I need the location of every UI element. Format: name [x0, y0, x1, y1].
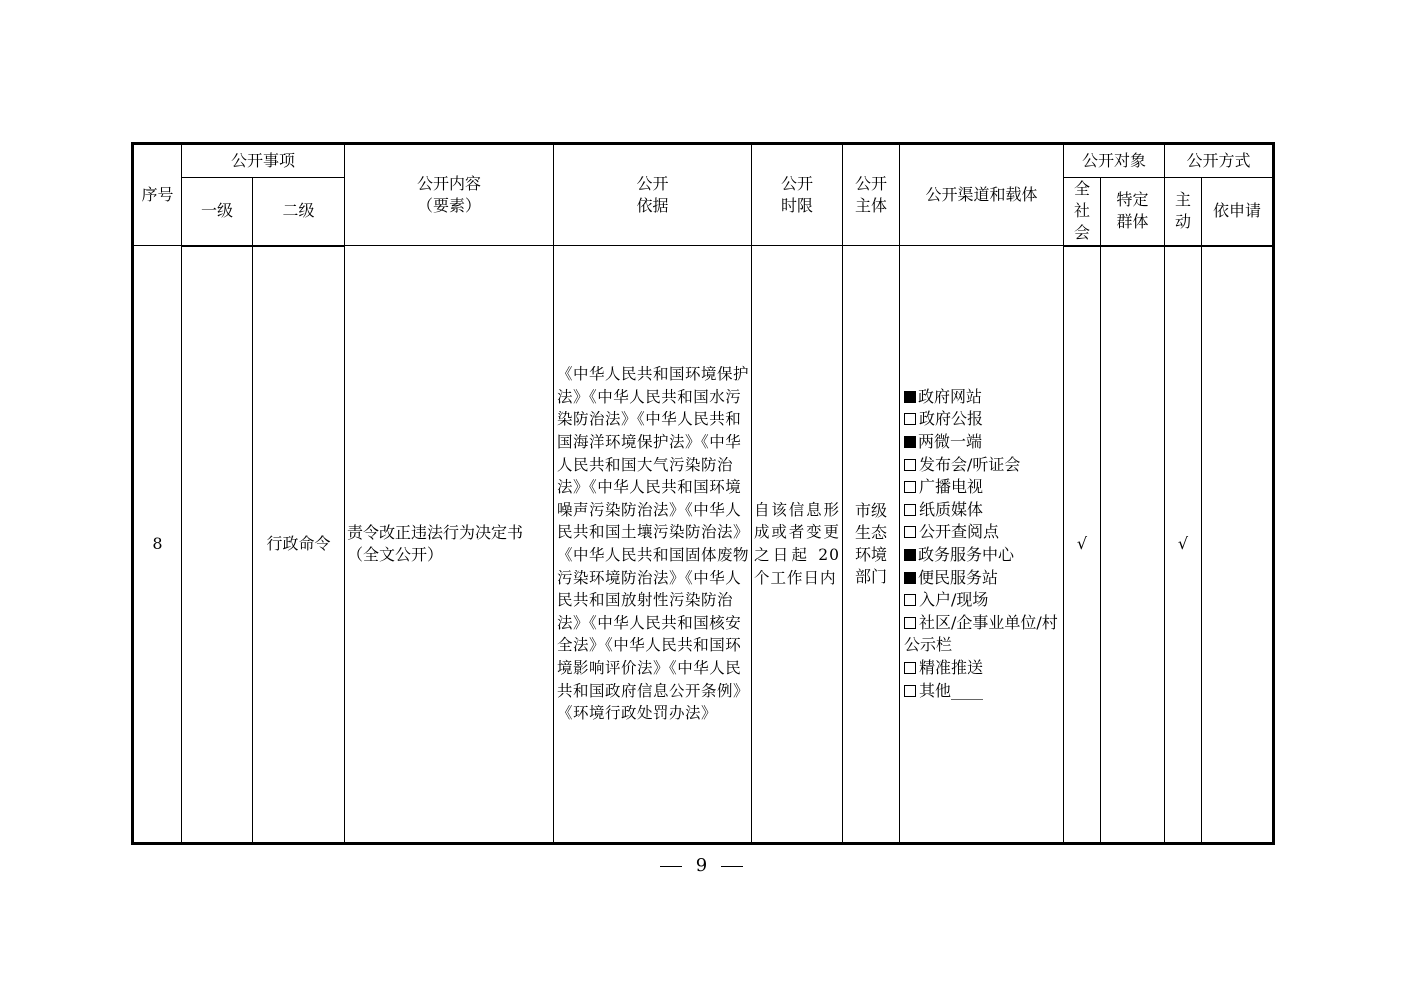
- page-number: 9: [695, 855, 708, 876]
- channel-item: [904, 612, 1061, 657]
- checked-box-icon: [904, 549, 916, 561]
- header-channel: 公开渠道和载体: [900, 144, 1064, 246]
- channel-label: 政府网站: [918, 386, 983, 406]
- unchecked-box-icon: [904, 594, 916, 606]
- header-content-line1: 公开内容: [417, 174, 482, 193]
- channel-item: [904, 680, 1061, 703]
- channel-item: [904, 567, 1061, 590]
- channel-label: 入户/现场: [919, 590, 989, 610]
- header-timelimit: [752, 144, 843, 246]
- header-method-active-char: 动: [1175, 212, 1192, 232]
- header-content: [345, 144, 554, 246]
- channel-item: [904, 431, 1061, 454]
- channel-item: [904, 454, 1061, 477]
- header-target-specific-line1: 特定: [1116, 190, 1149, 210]
- header-target-specific: [1101, 178, 1165, 246]
- channel-item: [904, 544, 1061, 567]
- header-target-specific-line2: 群体: [1116, 212, 1149, 232]
- header-method-group: 公开方式: [1165, 144, 1274, 178]
- channel-label: 政务服务中心: [918, 545, 1015, 564]
- header-basis: [554, 144, 752, 246]
- row-subject-line: 部门: [855, 567, 888, 586]
- channel-item: [904, 589, 1061, 612]
- channel-item: [904, 499, 1061, 522]
- unchecked-box-icon: [904, 481, 916, 493]
- header-subject: [843, 144, 900, 246]
- row-target-all-mark: √: [1064, 246, 1101, 844]
- row-level1: [182, 246, 253, 844]
- unchecked-box-icon: [904, 662, 916, 674]
- header-target-all-char: 全: [1074, 179, 1091, 199]
- channel-item: [904, 386, 1061, 409]
- header-content-line2: （要素）: [417, 196, 482, 215]
- row-content: 责令改正违法行为决定书（全文公开）: [345, 246, 554, 844]
- header-seq: 序号: [133, 144, 182, 246]
- channel-label: 社区/企事业单位/村公示栏: [904, 612, 1058, 655]
- row-seq: 8: [133, 246, 182, 844]
- table-row: [133, 246, 1274, 844]
- unchecked-box-icon: [904, 685, 916, 697]
- checked-box-icon: [904, 391, 916, 403]
- channel-item: [904, 408, 1061, 431]
- unchecked-box-icon: [904, 617, 916, 629]
- header-method-request: 依申请: [1202, 178, 1274, 246]
- header-level1: 一级: [182, 178, 253, 246]
- channel-item: [904, 521, 1061, 544]
- row-target-specific-mark: [1101, 246, 1165, 844]
- channel-label: 其他____: [919, 680, 984, 700]
- row-basis: 《中华人民共和国环境保护法》《中华人民共和国水污染防治法》《中华人民共和国海洋环境保护法》《中华人民共和国大气污染防治法》《中华人民共和国环境噪声污染防治法》《中华人民共和国土壤污染防治法》《中华人民共和国固体废物污染环境防治法》《中华人民共和国放射性污染防治法》《中华人民共和国核安全法》《中华人民共和国环境影响评价法》《中华人民共和国政府信息公开条例》《环境行政处罚办法》: [554, 246, 752, 844]
- channel-label: 便民服务站: [918, 567, 999, 587]
- unchecked-box-icon: [904, 504, 916, 516]
- header-target-group: 公开对象: [1064, 144, 1165, 178]
- header-level2: 二级: [253, 178, 345, 246]
- header-timelimit-line2: 时限: [781, 196, 814, 215]
- row-subject-line: 环境: [855, 545, 888, 564]
- header-subject-line2: 主体: [855, 196, 888, 215]
- channel-label: 广播电视: [919, 477, 984, 497]
- row-method-active-mark: √: [1165, 246, 1202, 844]
- header-basis-line1: 公开: [636, 174, 669, 193]
- unchecked-box-icon: [904, 459, 916, 471]
- header-basis-line2: 依据: [636, 196, 669, 215]
- checked-box-icon: [904, 436, 916, 448]
- disclosure-table: [131, 142, 1275, 845]
- channel-item: [904, 476, 1061, 499]
- row-method-request-mark: [1202, 246, 1274, 844]
- header-item-group: 公开事项: [182, 144, 345, 178]
- page-footer: [0, 854, 1403, 878]
- row-subject-line: 生态: [855, 523, 888, 542]
- header-target-all-char: 会: [1074, 223, 1091, 243]
- footer-left-dash: [660, 866, 682, 867]
- checked-box-icon: [904, 572, 916, 584]
- row-subject-line: 市级: [855, 501, 888, 520]
- channel-item: [904, 657, 1061, 680]
- row-channels: [900, 246, 1064, 844]
- channel-label: 公开查阅点: [919, 522, 1000, 542]
- header-timelimit-line1: 公开: [781, 174, 814, 193]
- header-target-all: [1064, 178, 1101, 246]
- unchecked-box-icon: [904, 413, 916, 425]
- header-method-active: [1165, 178, 1202, 246]
- channel-label: 两微一端: [918, 432, 983, 452]
- channel-label: 发布会/听证会: [919, 454, 1021, 474]
- channel-label: 纸质媒体: [919, 499, 984, 519]
- header-target-all-char: 社: [1074, 201, 1091, 221]
- row-level2: 行政命令: [253, 246, 345, 844]
- channel-label: 政府公报: [919, 409, 984, 429]
- row-subject: [843, 246, 900, 844]
- footer-right-dash: [721, 866, 743, 867]
- header-subject-line1: 公开: [855, 174, 888, 193]
- header-method-active-char: 主: [1175, 190, 1192, 210]
- channel-label: 精准推送: [919, 657, 984, 677]
- row-timelimit: 自该信息形成或者变更之日起 20 个工作日内: [752, 246, 843, 844]
- unchecked-box-icon: [904, 526, 916, 538]
